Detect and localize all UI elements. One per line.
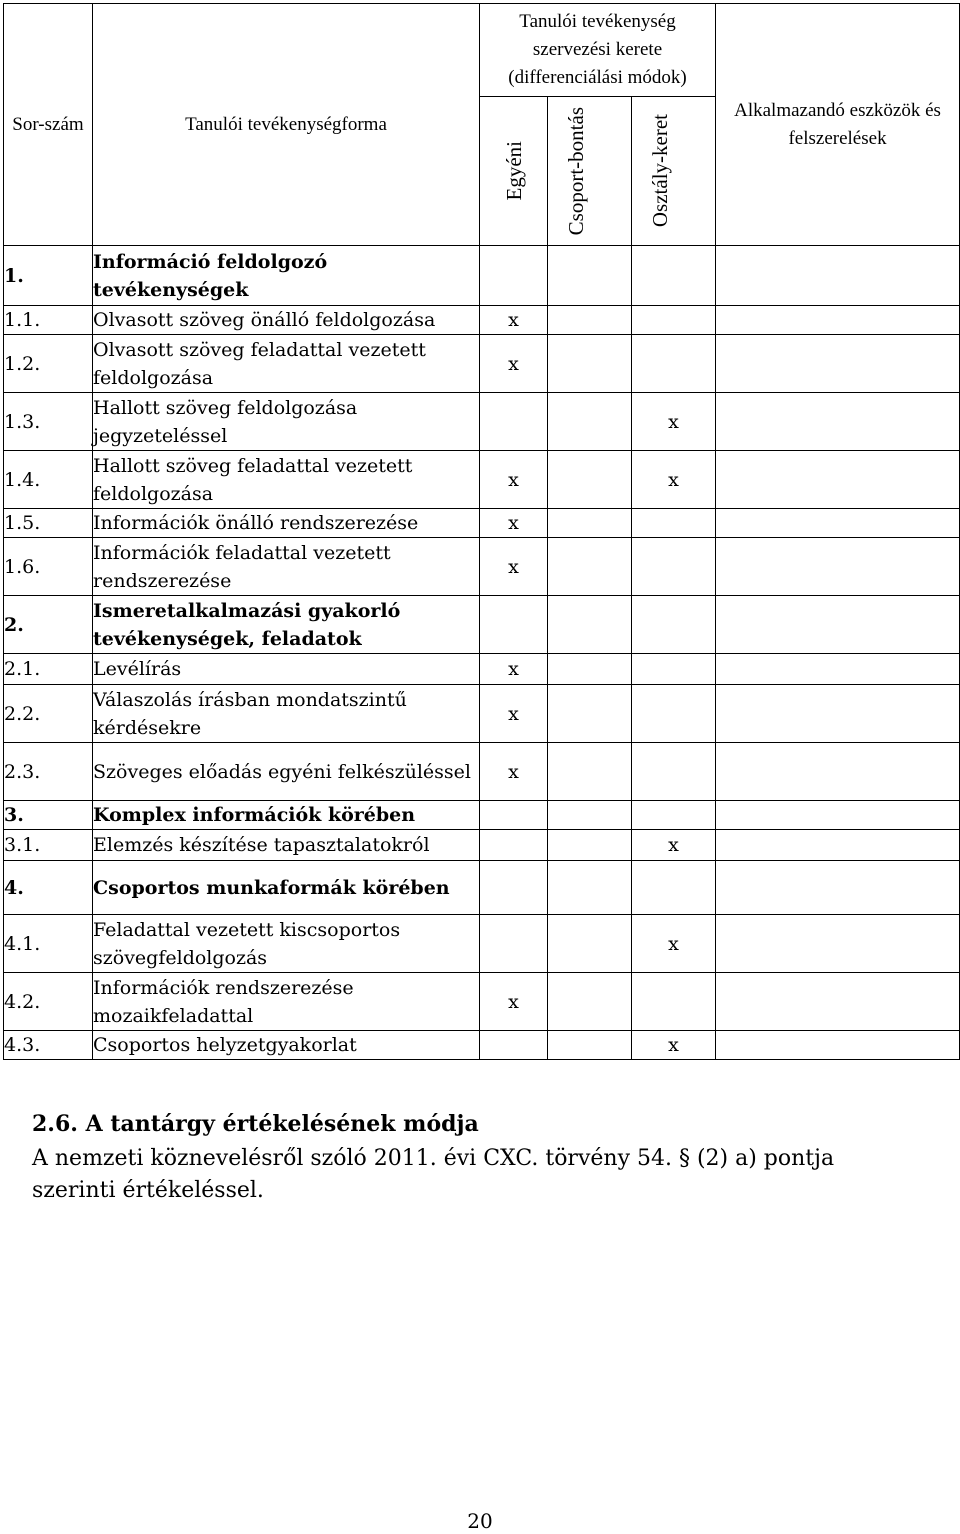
row-activity: Olvasott szöveg önálló feldolgozása <box>93 306 480 335</box>
row-activity: Információk önálló rendszerezése <box>93 509 480 538</box>
table-row <box>4 830 960 861</box>
row-activity: Levélírás <box>93 654 480 685</box>
row-activity: Csoportos munkaformák körében <box>93 861 480 915</box>
tools-cell <box>716 915 960 973</box>
mark-csoport <box>548 335 632 393</box>
header-eszkozok: Alkalmazandó eszközök és felszerelések <box>716 4 960 246</box>
row-activity: Csoportos helyzetgyakorlat <box>93 1031 480 1060</box>
header-csoport: Csoport-bontás <box>563 106 588 236</box>
table-row <box>4 393 960 451</box>
table-row <box>4 596 960 654</box>
row-activity: Hallott szöveg feldolgozása jegyzeteléssel <box>93 393 480 451</box>
mark-osztaly: x <box>632 393 716 451</box>
tools-cell <box>716 830 960 861</box>
mark-egyeni: x <box>480 685 548 743</box>
row-number: 4.1. <box>4 915 93 973</box>
page-number: 20 <box>467 1509 493 1533</box>
row-number: 1.1. <box>4 306 93 335</box>
mark-egyeni <box>480 393 548 451</box>
mark-csoport <box>548 393 632 451</box>
tools-cell <box>716 596 960 654</box>
mark-osztaly <box>632 335 716 393</box>
section-heading: 2.6. A tantárgy értékelésének módja <box>32 1111 479 1137</box>
header-egyeni: Egyéni <box>501 141 526 201</box>
row-activity: Információk rendszerezése mozaikfeladattal <box>93 973 480 1031</box>
mark-osztaly <box>632 509 716 538</box>
mark-egyeni <box>480 246 548 306</box>
tools-cell <box>716 451 960 509</box>
row-number: 4. <box>4 861 93 915</box>
table-row <box>4 801 960 830</box>
row-activity: Válaszolás írásban mondatszintű kérdésekre <box>93 685 480 743</box>
row-activity: Feladattal vezetett kiscsoportos szövegfeldolgozás <box>93 915 480 973</box>
mark-csoport <box>548 861 632 915</box>
table-row <box>4 306 960 335</box>
tools-cell <box>716 654 960 685</box>
table-row <box>4 743 960 801</box>
tools-cell <box>716 1031 960 1060</box>
mark-osztaly: x <box>632 830 716 861</box>
table-row <box>4 915 960 973</box>
table-row <box>4 246 960 306</box>
mark-csoport <box>548 596 632 654</box>
mark-csoport <box>548 685 632 743</box>
table-row <box>4 538 960 596</box>
mark-osztaly: x <box>632 451 716 509</box>
row-activity: Szöveges előadás egyéni felkészüléssel <box>93 743 480 801</box>
mark-osztaly <box>632 596 716 654</box>
row-number: 4.2. <box>4 973 93 1031</box>
mark-osztaly <box>632 246 716 306</box>
table-row <box>4 973 960 1031</box>
mark-csoport <box>548 743 632 801</box>
row-number: 1.6. <box>4 538 93 596</box>
tools-cell <box>716 306 960 335</box>
tools-cell <box>716 509 960 538</box>
header-csoport-cell <box>548 97 632 246</box>
tools-cell <box>716 861 960 915</box>
activity-table <box>3 3 960 1060</box>
mark-egyeni: x <box>480 306 548 335</box>
tools-cell <box>716 246 960 306</box>
row-number: 2.1. <box>4 654 93 685</box>
header-row-top <box>4 4 960 97</box>
table-row <box>4 861 960 915</box>
row-number: 2.2. <box>4 685 93 743</box>
mark-egyeni <box>480 915 548 973</box>
mark-osztaly <box>632 306 716 335</box>
mark-csoport <box>548 538 632 596</box>
row-activity: Olvasott szöveg feladattal vezetett feldolgozása <box>93 335 480 393</box>
row-number: 3.1. <box>4 830 93 861</box>
mark-csoport <box>548 830 632 861</box>
mark-csoport <box>548 509 632 538</box>
mark-osztaly: x <box>632 915 716 973</box>
mark-csoport <box>548 451 632 509</box>
table-row <box>4 654 960 685</box>
mark-egyeni <box>480 861 548 915</box>
mark-csoport <box>548 801 632 830</box>
tools-cell <box>716 743 960 801</box>
mark-csoport <box>548 246 632 306</box>
mark-osztaly <box>632 538 716 596</box>
table-row <box>4 685 960 743</box>
row-activity: Információ feldolgozó tevékenységek <box>93 246 480 306</box>
mark-egyeni: x <box>480 654 548 685</box>
mark-egyeni <box>480 1031 548 1060</box>
mark-egyeni <box>480 830 548 861</box>
mark-egyeni: x <box>480 335 548 393</box>
tools-cell <box>716 973 960 1031</box>
header-osztaly: Osztály-keret <box>647 114 672 228</box>
mark-osztaly <box>632 685 716 743</box>
tools-cell <box>716 801 960 830</box>
row-activity: Információk feladattal vezetett rendszerezése <box>93 538 480 596</box>
table-row <box>4 509 960 538</box>
row-number: 4.3. <box>4 1031 93 1060</box>
row-number: 1. <box>4 246 93 306</box>
row-number: 1.2. <box>4 335 93 393</box>
mark-osztaly <box>632 801 716 830</box>
table-row <box>4 451 960 509</box>
mark-csoport <box>548 654 632 685</box>
row-number: 1.3. <box>4 393 93 451</box>
row-activity: Ismeretalkalmazási gyakorló tevékenységek, feladatok <box>93 596 480 654</box>
table-row <box>4 1031 960 1060</box>
mark-osztaly: x <box>632 1031 716 1060</box>
row-number: 2.3. <box>4 743 93 801</box>
mark-osztaly <box>632 743 716 801</box>
row-number: 1.5. <box>4 509 93 538</box>
header-egyeni-cell <box>480 97 548 246</box>
mark-csoport <box>548 306 632 335</box>
mark-egyeni <box>480 596 548 654</box>
mark-osztaly <box>632 973 716 1031</box>
header-forma: Tanulói tevékenységforma <box>93 4 480 246</box>
table-row <box>4 335 960 393</box>
mark-csoport <box>548 1031 632 1060</box>
mark-egyeni: x <box>480 538 548 596</box>
row-number: 1.4. <box>4 451 93 509</box>
tools-cell <box>716 538 960 596</box>
row-activity: Elemzés készítése tapasztalatokról <box>93 830 480 861</box>
row-number: 2. <box>4 596 93 654</box>
mark-osztaly <box>632 861 716 915</box>
mark-egyeni: x <box>480 973 548 1031</box>
tools-cell <box>716 685 960 743</box>
mark-egyeni: x <box>480 743 548 801</box>
mark-csoport <box>548 973 632 1031</box>
mark-egyeni: x <box>480 451 548 509</box>
row-number: 3. <box>4 801 93 830</box>
mark-egyeni: x <box>480 509 548 538</box>
section-text: A nemzeti köznevelésről szóló 2011. évi CXC. törvény 54. § (2) a) pontja szerinti értékeléssel. <box>32 1146 835 1203</box>
header-kerete: Tanulói tevékenység szervezési kerete (differenciálási módok) <box>480 4 716 97</box>
mark-csoport <box>548 915 632 973</box>
row-activity: Komplex információk körében <box>93 801 480 830</box>
header-sorszam: Sor-szám <box>4 4 93 246</box>
mark-egyeni <box>480 801 548 830</box>
tools-cell <box>716 393 960 451</box>
tools-cell <box>716 335 960 393</box>
header-osztaly-cell <box>632 97 716 246</box>
row-activity: Hallott szöveg feladattal vezetett feldolgozása <box>93 451 480 509</box>
mark-osztaly <box>632 654 716 685</box>
